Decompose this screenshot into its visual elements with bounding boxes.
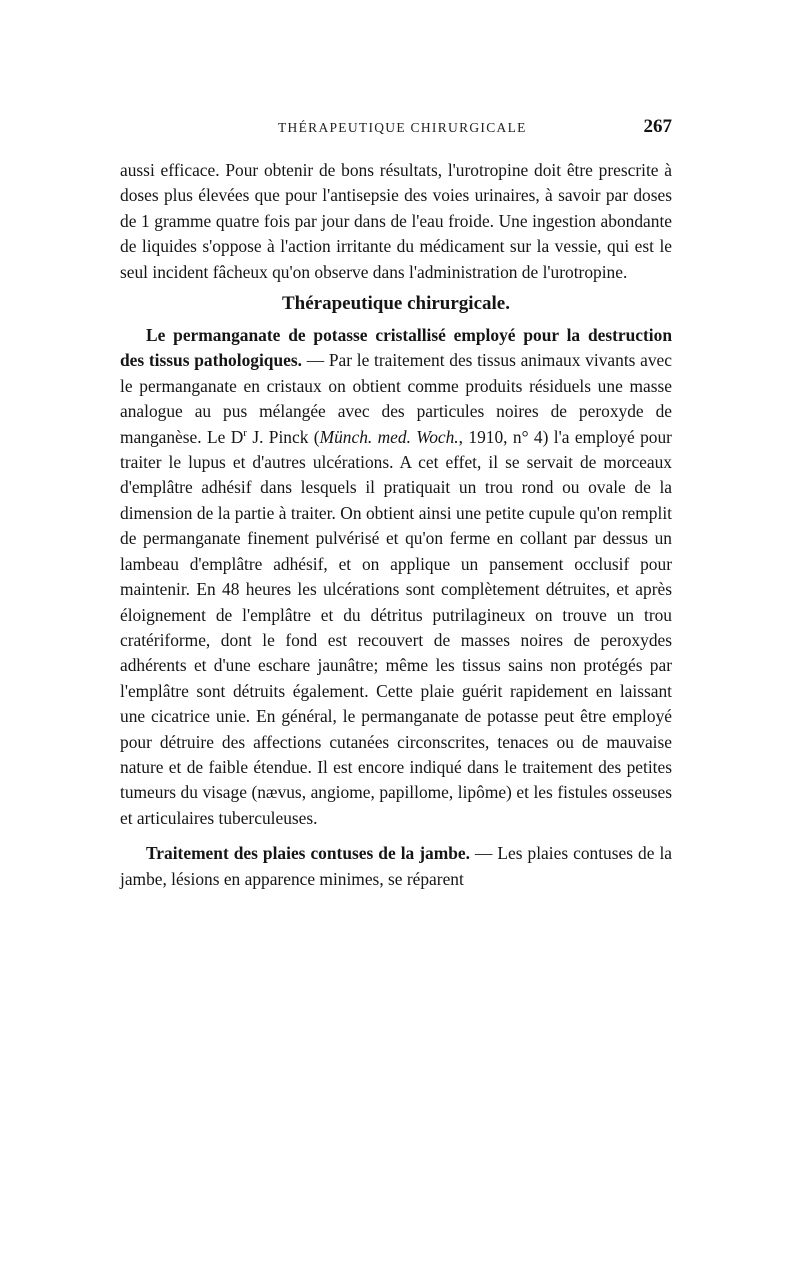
article-leg-wounds-text: Les plaies contuses de la jambe, lésions en apparence minimes, se réparent [120,843,672,889]
article-permanganate-text-c: , 1910, n° 4) l'a employé pour traiter le lupus et d'autres ulcérations. A cet effet, il se servait de morceaux d'emplâtre adhésif dans lesquels il pratiquait un trou rond ou ovale de la dimension de la partie à traiter. On obtient ainsi une petite cupule qu'on remplit de permanganate finement pulvérisé et qu'on ferme en collant par dessus un lambeau d'emplâtre adhésif, et on applique un pansement occlusif pour maintenir. En 48 heures les ulcérations sont complètement détruites, et après éloignement de l'emplâtre et du détritus putrilagineux on trouve un trou cratériforme, dont le fond est recouvert de masses noires de peroxydes adhérents et d'une eschare jaunâtre; même les tissus sains non protégés par l'emplâtre sont détruits également. Cette plaie guérit rapidement en laissant une cicatrice unie. En général, le permanganate de potasse peut être employé pour détruire des affections cutanées circonscrites, tenaces ou de mauvaise nature et de faible étendue. Il est encore indiqué dans le traitement des petites tumeurs du visage (nævus, angiome, papillome, lipôme) et les fistules osseuses et articulaires tuberculeuses. [120,426,672,828]
journal-citation: Münch. med. Woch. [319,426,459,447]
page-number: 267 [643,116,672,137]
section-title: Thérapeutique chirurgicale. [282,293,510,315]
running-title: THÉRAPEUTIQUE CHIRURGICALE [278,120,527,135]
article-permanganate-title: Le permanganate de potasse cristallisé employé pour la destruction des tissus pathologiques. [120,325,672,371]
article-permanganate-text-b: J. Pinck ( [246,426,320,447]
article-leg-wounds-title: Traitement des plaies contuses de la jambe. [146,843,470,864]
article-permanganate-dash: — [301,350,329,371]
article-leg-wounds [120,841,672,892]
article-leg-wounds-dash: — [469,843,498,864]
intro-paragraph: aussi efficace. Pour obtenir de bons résultats, l'urotropine doit être prescrite à doses plus élevées que pour l'antisepsie des voies urinaires, à savoir par doses de 1 gramme quatre fois par jour dans de l'eau froide. Une ingestion abondante de liquides s'oppose à l'action irritante du médicament sur la vessie, qui est le seul incident fâcheux qu'on observe dans l'administration de l'urotropine. [120,160,672,282]
page-header [120,116,672,140]
doctor-superscript: r [243,426,247,439]
article-permanganate-text-a: Par le traitement des tissus animaux vivants avec le permanganate en cristaux on obtient comme produits résiduels une masse analogue au pus mélangée avec des particules noires de peroxyde de manganèse. Le D [120,350,672,447]
article-permanganate [120,323,672,831]
body-text [120,158,672,892]
